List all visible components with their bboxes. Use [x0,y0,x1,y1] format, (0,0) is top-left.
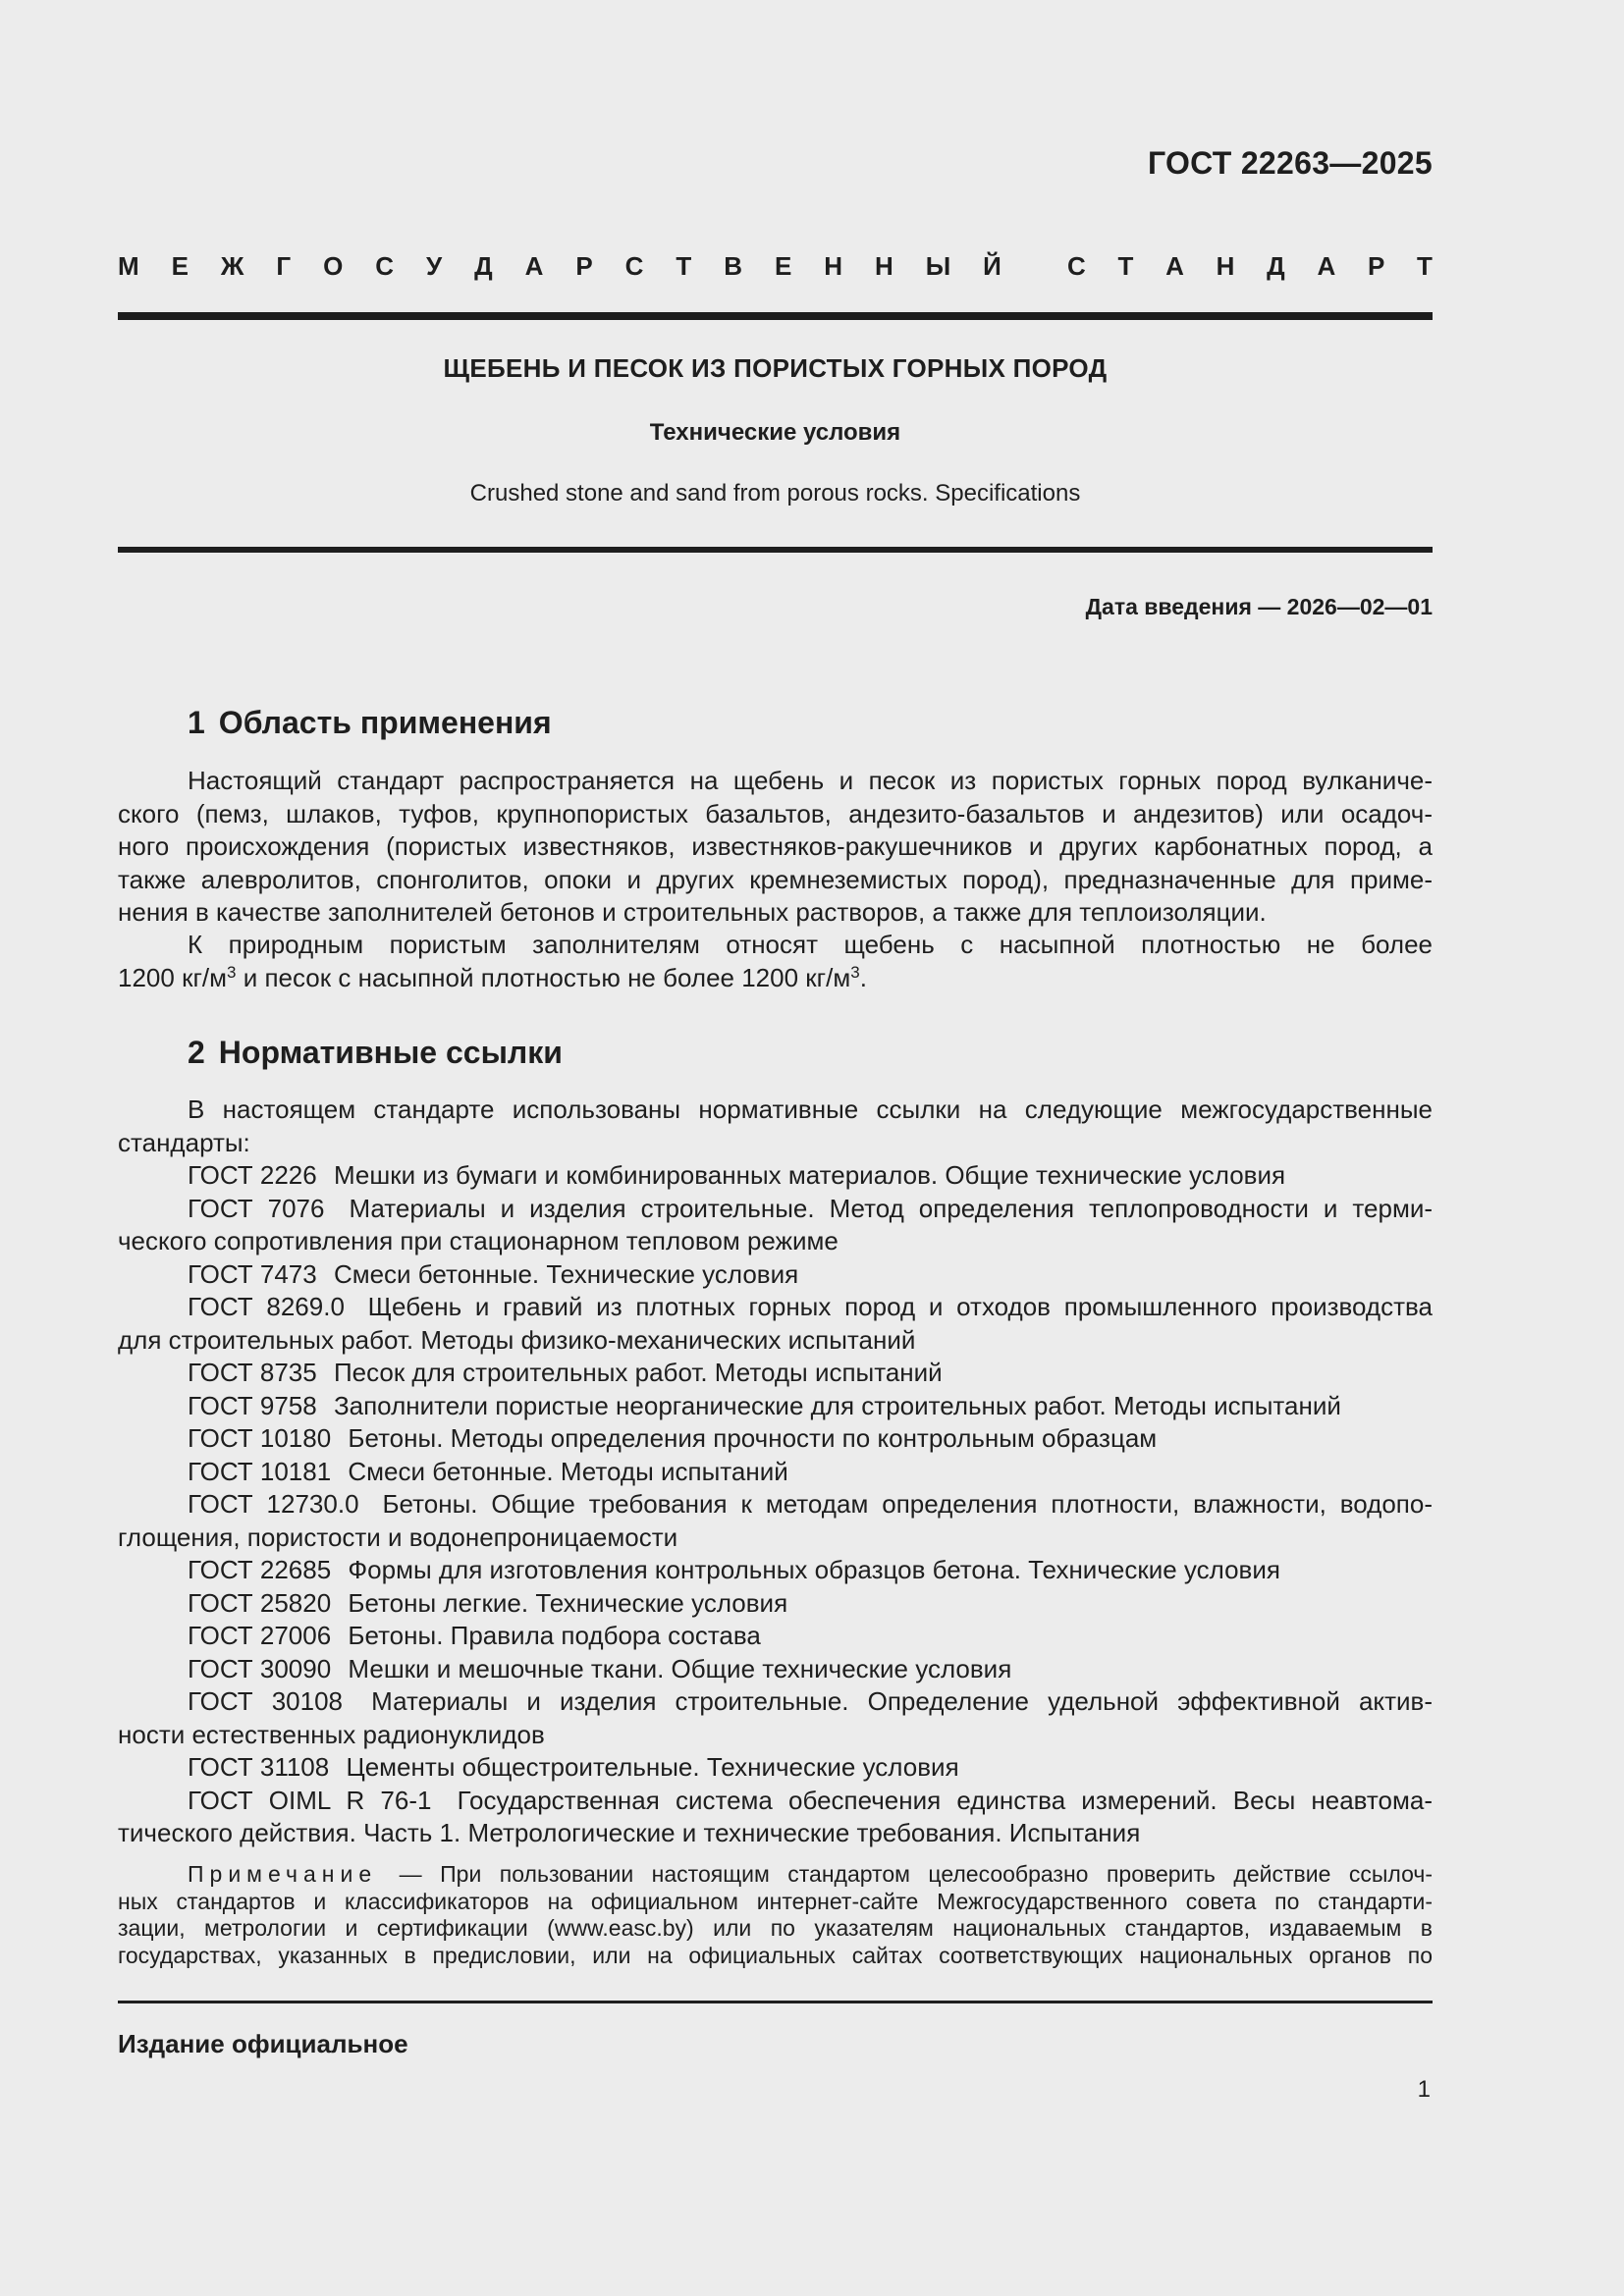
paragraph-line: ного происхождения (пористых известняков, известняков-ракушечников и других карбонатных пород, а [118,831,1433,861]
reference-title: Заполнители пористые неорганические для строительных работ. Методы испытаний [333,1390,1341,1420]
heading-letter: С [375,251,395,281]
reference-code: ГОСТ 8735 [188,1358,317,1387]
heading-letter: Ы [925,251,951,281]
reference-title: Бетоны. Общие требования к методам определения плотности, влажности, водопо- [382,1489,1433,1519]
heading-letter: Т [676,251,692,281]
note-label: Примечание [188,1861,378,1887]
document-subtitle: Технические условия [649,419,901,446]
reference-title: Смеси бетонные. Методы испытаний [348,1456,788,1486]
normative-references [118,1094,1433,1850]
heading-letter: М [118,251,139,281]
reference-code: ГОСТ 30108 [188,1686,344,1716]
reference-title: Цементы общестроительные. Технические условия [346,1752,959,1782]
reference-code: ГОСТ 22685 [188,1555,332,1584]
reference-item [118,1258,1433,1292]
reference-item [118,1422,1433,1456]
document-title: ЩЕБЕНЬ И ПЕСОК ИЗ ПОРИСТЫХ ГОРНЫХ ПОРОД [443,353,1108,383]
document-number: ГОСТ 22263—2025 [1147,145,1433,181]
text-span: и песок с насыпной плотностью не более 1200 кг/м [236,962,851,992]
standard-type-word-1 [118,251,1001,282]
reference-code: ГОСТ 31108 [188,1752,330,1782]
note-line: ных стандартов и классификаторов на официальном интернет-сайте Межгосударственного совета по стандарти- [118,1888,1433,1914]
reference-code: ГОСТ OIML R 76-1 [188,1785,432,1815]
introduction-date: Дата введения — 2026—02—01 [1085,594,1433,619]
reference-title: Государственная система обеспечения единства измерений. Весы неавтома- [457,1785,1433,1815]
reference-code: ГОСТ 7076 [188,1193,325,1223]
heading-letter: В [724,251,743,281]
heading-letter: Т [1417,251,1433,281]
reference-title: глощения, пористости и водонепроницаемости [118,1522,678,1552]
section-number: 1 [188,705,205,740]
reference-title: тического действия. Часть 1. Метрологические и технические требования. Испытания [118,1818,1141,1847]
reference-code: ГОСТ 2226 [188,1160,317,1190]
paragraph-line: стандарты: [118,1127,250,1157]
reference-code: ГОСТ 10181 [188,1456,332,1486]
heading-letter: Д [474,251,493,281]
note-block [118,1861,1433,1969]
heading-letter: О [323,251,344,281]
reference-code: ГОСТ 30090 [188,1653,332,1683]
heading-letter: Ж [220,251,244,281]
paragraph-line: В настоящем стандарте использованы нормативные ссылки на следующие межгосударственные [188,1095,1433,1124]
title-rule [118,547,1433,553]
reference-title: Материалы и изделия строительные. Метод определения теплопроводности и терми- [349,1193,1433,1223]
reference-code: ГОСТ 25820 [188,1587,332,1618]
reference-title: Мешки и мешочные ткани. Общие технические условия [348,1653,1012,1683]
section-title: Нормативные ссылки [218,1035,563,1070]
paragraph-line: также алевролитов, спонголитов, опоки и других кремнеземистых пород), предназначенные для приме- [118,864,1433,894]
paragraph-line: Настоящий стандарт распространяется на щебень и песок из пористых горных пород вулканиче- [188,766,1433,795]
reference-item [118,1751,1433,1785]
reference-title: Песок для строительных работ. Методы испытаний [333,1358,943,1387]
note-first-line [118,1861,1433,1889]
reference-item [118,1456,1433,1489]
superscript: 3 [850,962,860,982]
note-text: — При пользовании настоящим стандартом целесообразно проверить действие ссылоч- [399,1861,1433,1887]
reference-title: Бетоны. Методы определения прочности по контрольным образцам [348,1423,1158,1453]
heading-letter: Н [875,251,893,281]
reference-continuation [118,1719,1433,1752]
page-number: 1 [1417,2076,1431,2103]
note-line: зации, метрологии и сертификации (www.easc.by) или по указателям национальных стандартов, издаваемым в [118,1915,1433,1941]
heading-letter: Р [575,251,593,281]
footer-rule [118,2001,1433,2003]
paragraph-line [118,962,1433,995]
reference-item [118,1554,1433,1587]
standard-type-heading [118,251,1433,282]
reference-item [118,1488,1433,1522]
reference-item [118,1587,1433,1621]
reference-code: ГОСТ 27006 [188,1621,332,1650]
heading-letter: Р [1367,251,1385,281]
official-edition-label: Издание официальное [118,2029,408,2058]
reference-title: для строительных работ. Методы физико-механических испытаний [118,1324,916,1355]
heading-letter: А [1165,251,1184,281]
document-title-english: Crushed stone and sand from porous rocks. Specifications [469,480,1081,507]
section-1-paragraph-2 [118,929,1433,994]
reference-continuation [118,1324,1433,1358]
reference-code: ГОСТ 9758 [188,1390,317,1420]
reference-code: ГОСТ 7473 [188,1258,317,1289]
text-span: 1200 кг/м [118,962,228,992]
heading-letter: Е [774,251,792,281]
reference-continuation [118,1817,1433,1850]
heading-letter: С [624,251,644,281]
reference-code: ГОСТ 10180 [188,1423,332,1453]
reference-title: Формы для изготовления контрольных образцов бетона. Технические условия [348,1555,1280,1584]
heading-letter: Н [1216,251,1235,281]
heading-letter: Й [983,251,1001,281]
section-title: Область применения [218,705,552,740]
heading-letter: Е [171,251,189,281]
reference-item [118,1193,1433,1226]
reference-item [118,1159,1433,1193]
reference-title: Бетоны. Правила подбора состава [348,1621,761,1650]
reference-title: Мешки из бумаги и комбинированных материалов. Общие технические условия [333,1160,1286,1190]
heading-letter: Д [1267,251,1285,281]
section-1-heading [188,705,552,741]
standard-type-word-2 [1067,251,1433,282]
paragraph-line: нения в качестве заполнителей бетонов и строительных растворов, а также для теплоизоляции. [118,897,1267,927]
reference-item [118,1390,1433,1423]
text-span: . [859,962,867,992]
reference-continuation [118,1225,1433,1258]
reference-title: Смеси бетонные. Технические условия [333,1258,799,1289]
reference-item [118,1653,1433,1686]
reference-item [118,1291,1433,1324]
heading-letter: А [1317,251,1336,281]
note-line: государствах, указанных в предисловии, или на официальных сайтах соответствующих национальных органов по [118,1942,1433,1968]
heading-letter: А [524,251,544,281]
reference-code: ГОСТ 8269.0 [188,1292,345,1321]
reference-item [118,1785,1433,1818]
section-number: 2 [188,1035,205,1070]
reference-title: ности естественных радионуклидов [118,1719,545,1749]
reference-item [118,1357,1433,1390]
superscript: 3 [227,962,237,982]
reference-continuation [118,1522,1433,1555]
reference-title: Щебень и гравий из плотных горных пород и отходов промышленного производства [367,1292,1433,1321]
section-1-paragraph-1 [118,765,1433,930]
heading-letter: Т [1117,251,1134,281]
heading-letter: Н [824,251,843,281]
heading-letter: Г [276,251,292,281]
reference-title: Бетоны легкие. Технические условия [348,1587,788,1618]
reference-item [118,1620,1433,1653]
heading-letter: С [1067,251,1086,281]
reference-item [118,1685,1433,1719]
paragraph-line: К природным пористым заполнителям относят щебень с насыпной плотностью не более [188,930,1433,959]
section-2-heading [188,1035,563,1071]
paragraph-line: ского (пемз, шлаков, туфов, крупнопористых базальтов, андезито-базальтов и андезитов) или осадоч- [118,798,1433,828]
reference-title: ческого сопротивления при стационарном тепловом режиме [118,1226,839,1255]
header-rule [118,312,1433,320]
reference-title: Материалы и изделия строительные. Определение удельной эффективной актив- [371,1686,1433,1716]
heading-letter: У [426,251,443,281]
reference-code: ГОСТ 12730.0 [188,1489,359,1519]
